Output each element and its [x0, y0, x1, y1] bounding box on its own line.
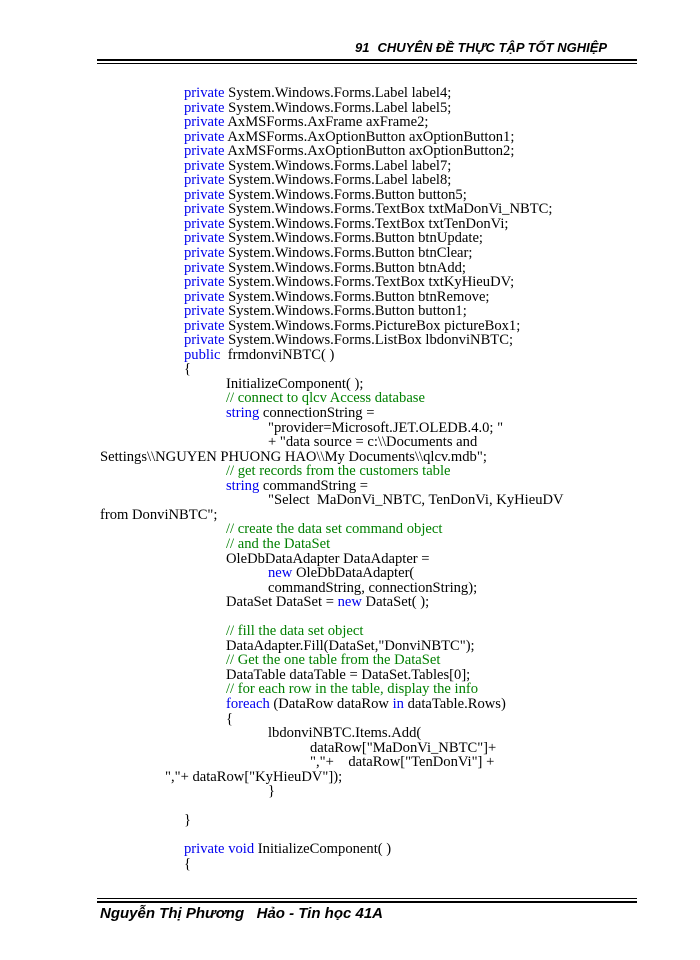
code-keyword: private: [184, 201, 225, 218]
header-rule-thin: [97, 63, 637, 64]
code-text: "Select MaDonVi_NBTC, TenDonVi, KyHieuDV: [268, 492, 564, 509]
code-listing: [0, 86, 700, 872]
page-header: [355, 40, 645, 56]
code-text: System.Windows.Forms.Button button5;: [224, 186, 467, 203]
code-text: from DonviNBTC";: [100, 506, 218, 523]
code-text: connectionString =: [259, 405, 375, 422]
code-text: commandString, connectionString);: [268, 579, 478, 596]
code-text: InitializeComponent( );: [226, 375, 364, 392]
code-line: [0, 697, 700, 712]
code-keyword: foreach: [226, 695, 270, 712]
code-line: [0, 784, 700, 799]
code-text: + "data source = c:\\Documents and: [268, 434, 478, 451]
code-keyword: private: [184, 157, 225, 174]
code-keyword: private: [184, 274, 225, 291]
code-text: DataSet DataSet =: [226, 594, 338, 611]
code-keyword: string: [226, 405, 260, 422]
code-text: System.Windows.Forms.Button btnAdd;: [224, 259, 466, 276]
code-line: [0, 290, 700, 305]
code-comment: // create the data set command object: [226, 521, 443, 538]
code-line: [0, 173, 700, 188]
code-text: dataTable.Rows): [403, 695, 506, 712]
code-line: [0, 435, 700, 450]
code-line: [0, 610, 700, 625]
code-text: System.Windows.Forms.PictureBox pictureBox1;: [224, 317, 521, 334]
code-keyword: private: [184, 186, 225, 203]
code-line: [0, 493, 700, 508]
code-text: System.Windows.Forms.TextBox txtKyHieuDV;: [224, 274, 515, 291]
code-line: [0, 479, 700, 494]
code-keyword: void: [228, 841, 255, 858]
code-line: [0, 231, 700, 246]
code-comment: // connect to qlcv Access database: [226, 390, 425, 407]
code-line: [0, 799, 700, 814]
footer-rule-thin: [97, 898, 637, 899]
code-line: [0, 319, 700, 334]
code-keyword: new: [268, 565, 293, 582]
code-line: [0, 130, 700, 145]
code-comment: // for each row in the table, display the info: [226, 681, 479, 698]
code-text: System.Windows.Forms.Button btnUpdate;: [224, 230, 483, 247]
code-line: [0, 813, 700, 828]
code-keyword: private: [184, 245, 225, 262]
footer-author: Nguyễn Thị Phương Hảo - Tin học 41A: [100, 905, 384, 922]
code-line: [0, 682, 700, 697]
code-text: System.Windows.Forms.Button btnRemove;: [224, 288, 490, 305]
code-line: [0, 857, 700, 872]
code-line: [0, 188, 700, 203]
code-text: System.Windows.Forms.Label label5;: [224, 99, 452, 116]
code-text: AxMSForms.AxOptionButton axOptionButton2;: [224, 143, 515, 160]
code-keyword: private: [184, 85, 225, 101]
code-keyword: private: [184, 841, 225, 858]
code-text: OleDbDataAdapter(: [292, 565, 415, 582]
code-line: [0, 741, 700, 756]
code-line: [0, 86, 700, 101]
code-text: System.Windows.Forms.Label label8;: [224, 172, 452, 189]
code-line: [0, 464, 700, 479]
code-text: frmdonviNBTC( ): [220, 346, 335, 363]
code-text: DataTable dataTable = DataSet.Tables[0];: [226, 666, 471, 683]
code-keyword: private: [184, 317, 225, 334]
code-text: }: [268, 783, 276, 800]
code-keyword: private: [184, 114, 225, 131]
header-rule-thick: [97, 59, 637, 61]
code-line: [0, 522, 700, 537]
code-comment: // get records from the customers table: [226, 463, 451, 480]
document-title: CHUYÊN ĐỀ THỰC TẬP TỐT NGHIỆP: [377, 40, 608, 55]
code-line: [0, 115, 700, 130]
code-text: {: [226, 710, 234, 727]
code-line: [0, 653, 700, 668]
code-text: ","+ dataRow["TenDonVi"] +: [310, 754, 495, 771]
code-text: System.Windows.Forms.Button button1;: [224, 303, 467, 320]
code-text: lbdonviNBTC.Items.Add(: [268, 725, 422, 742]
code-text: dataRow["MaDonVi_NBTC"]+: [310, 739, 497, 756]
page-number: 91: [355, 40, 370, 55]
code-line: [0, 755, 700, 770]
code-line: [0, 246, 700, 261]
code-text: System.Windows.Forms.Label label4;: [224, 85, 452, 101]
code-line: [0, 639, 700, 654]
code-line: [0, 275, 700, 290]
code-keyword: private: [184, 259, 225, 276]
code-line: [0, 668, 700, 683]
code-text: DataSet( );: [361, 594, 430, 611]
code-keyword: private: [184, 288, 225, 305]
code-text: InitializeComponent( ): [254, 841, 392, 858]
code-line: [0, 770, 700, 785]
code-line: [0, 261, 700, 276]
code-text: "provider=Microsoft.JET.OLEDB.4.0; ": [268, 419, 504, 436]
code-keyword: public: [184, 346, 221, 363]
code-text: System.Windows.Forms.ListBox lbdonviNBTC;: [224, 332, 514, 349]
code-keyword: private: [184, 215, 225, 232]
code-line: [0, 595, 700, 610]
code-line: [0, 304, 700, 319]
code-text: System.Windows.Forms.Button btnClear;: [224, 245, 473, 262]
code-line: [0, 450, 700, 465]
code-comment: // Get the one table from the DataSet: [226, 652, 441, 669]
code-keyword: private: [184, 332, 225, 349]
code-keyword: private: [184, 172, 225, 189]
code-text: DataAdapter.Fill(DataSet,"DonviNBTC");: [226, 637, 475, 654]
code-text: {: [184, 855, 192, 872]
code-text: System.Windows.Forms.Label label7;: [224, 157, 452, 174]
code-text: Settings\\NGUYEN PHUONG HAO\\My Documents\\qlcv.mdb";: [100, 448, 487, 465]
code-line: [0, 421, 700, 436]
code-text: AxMSForms.AxFrame axFrame2;: [224, 114, 429, 131]
code-line: [0, 624, 700, 639]
code-line: [0, 726, 700, 741]
code-keyword: in: [392, 695, 404, 712]
code-text: commandString =: [259, 477, 369, 494]
code-keyword: private: [184, 128, 225, 145]
code-text: (DataRow dataRow: [269, 695, 393, 712]
code-text: {: [184, 361, 192, 378]
code-text: }: [184, 812, 192, 829]
code-line: [0, 202, 700, 217]
code-text: AxMSForms.AxOptionButton axOptionButton1;: [224, 128, 515, 145]
code-line: [0, 406, 700, 421]
code-line: [0, 828, 700, 843]
code-keyword: string: [226, 477, 260, 494]
code-comment: // and the DataSet: [226, 535, 331, 552]
code-line: [0, 712, 700, 727]
code-keyword: private: [184, 99, 225, 116]
code-line: [0, 537, 700, 552]
code-text: OleDbDataAdapter DataAdapter =: [226, 550, 430, 567]
code-keyword: private: [184, 230, 225, 247]
code-line: [0, 159, 700, 174]
code-text: System.Windows.Forms.TextBox txtMaDonVi_NBTC;: [224, 201, 553, 218]
code-line: [0, 362, 700, 377]
footer-rule-thick: [97, 901, 637, 903]
code-comment: // fill the data set object: [226, 623, 364, 640]
code-line: [0, 348, 700, 363]
code-text: System.Windows.Forms.TextBox txtTenDonVi;: [224, 215, 509, 232]
code-keyword: new: [337, 594, 362, 611]
code-line: [0, 581, 700, 596]
code-line: [0, 101, 700, 116]
code-line: [0, 377, 700, 392]
code-keyword: private: [184, 303, 225, 320]
code-line: [0, 144, 700, 159]
code-line: [0, 552, 700, 567]
code-line: [0, 566, 700, 581]
code-line: [0, 391, 700, 406]
code-line: [0, 333, 700, 348]
code-line: [0, 842, 700, 857]
code-line: [0, 217, 700, 232]
code-keyword: private: [184, 143, 225, 160]
code-line: [0, 508, 700, 523]
code-text: ","+ dataRow["KyHieuDV"]);: [165, 768, 343, 785]
